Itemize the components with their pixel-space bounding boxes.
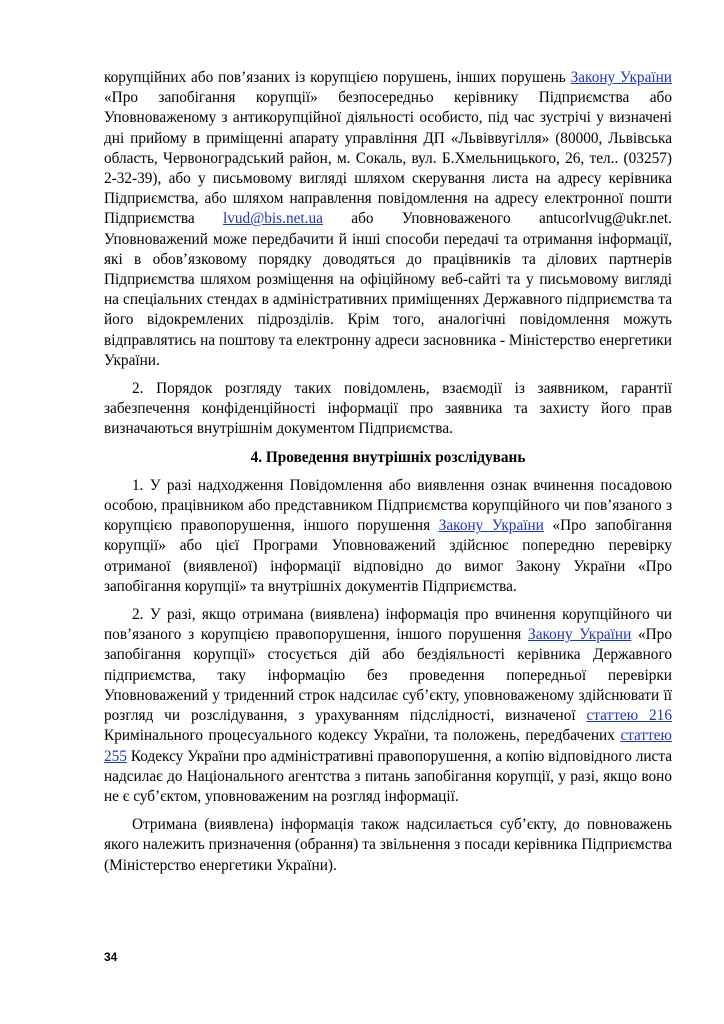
paragraph-4	[104, 605, 672, 807]
law-link[interactable]: Закону України	[528, 626, 632, 644]
article-216-link[interactable]: статтею 216	[586, 707, 672, 725]
paragraph-1-text-c: або Уповноваженого antucorlvug@ukr.net. Уповноважений може передбачити й інші способи передачі та отримання інформації, які в обов’язковому порядку доводяться до працівників та ділових партнерів Підприємства шляхом розміщення на офіційному веб-сайті та у письмовому вигляді на спеціальних стендах в адміністративних приміщеннях Державного підприємства та його відокремлених підрозділів. Крім того, аналогічні повідомлення можуть відправлятись на поштову та електронну адреси засновника - Міністерство енергетики України.	[104, 210, 672, 369]
paragraph-1	[104, 68, 672, 371]
section-heading: 4. Проведення внутрішніх розслідувань	[250, 448, 526, 466]
paragraph-2: 2. Порядок розгляду таких повідомлень, взаємодії із заявником, гарантії забезпечення конфіденційності інформації про заявника та захисту його прав визначаються внутрішнім документом Підприємства.	[104, 380, 672, 438]
paragraph-1-text-b: «Про запобігання корупції» безпосередньо керівнику Підприємства або Уповноваженому з антикорупційної діяльності особисто, під час зустрічі у визначені дні прийому в приміщенні апарату управління ДП «Львіввугілля» (80000, Львівська область, Червоноградський район, м. Сокаль, вул. Б.Хмельницького, 26, тел.. (03257) 2-32-39), або у письмовому вигляді шляхом скерування листа на адресу керівника Підприємства, або шляхом направлення повідомлення на адресу електронної пошти Підприємства	[104, 89, 672, 228]
document-body	[104, 68, 672, 876]
paragraph-5: Отримана (виявлена) інформація також надсилається суб’єкту, до повноважень якого належить призначення (обрання) та звільнення з посади керівника Підприємства (Міністерство енергетики України).	[104, 816, 672, 874]
article-255-link[interactable]: статтею 255	[104, 727, 672, 765]
paragraph-3	[104, 476, 672, 597]
paragraph-4-text-c: Кримінального процесуального кодексу України, та положень, передбачених	[104, 727, 621, 745]
paragraph-4-text-b: «Про запобігання корупції» стосується дій або бездіяльності керівника Державного підприємства, таку інформацію без проведення попередньої перевірки Уповноважений у триденний строк надсилає суб’єкту, уповноваженому здійснювати її розгляд чи розслідування, з урахуванням підслідності, визначеної	[104, 626, 672, 725]
email-link[interactable]: lvud@bis.net.ua	[223, 210, 323, 228]
paragraph-4-text-a: 2. У разі, якщо отримана (виявлена) інформація про вчинення корупційного чи пов’язаного з корупцією правопорушення, іншого порушення	[104, 606, 672, 644]
law-link[interactable]: Закону України	[438, 517, 544, 535]
page-number: 34	[104, 950, 118, 964]
paragraph-4-text-d: Кодексу України про адміністративні правопорушення, а копію відповідного листа надсилає до Національного агентства з питань запобігання корупції, у разі, якщо воно не є суб’єктом, уповноваженим на розгляд інформації.	[104, 747, 672, 805]
paragraph-3-text-b: «Про запобігання корупції» або цієї Програми Уповноважений здійснює попередню перевірку отриманої (виявленої) інформації відповідно до вимог Закону України «Про запобігання корупції» та внутрішніх документів Підприємства.	[104, 517, 672, 595]
paragraph-1-text-a: корупційних або пов’язаних із корупцією порушень, інших порушень	[104, 69, 571, 86]
law-link[interactable]: Закону України	[570, 69, 672, 86]
paragraph-3-text-a: 1. У разі надходження Повідомлення або виявлення ознак вчинення посадовою особою, працівником або представником Підприємства корупційного чи пов’язаного з корупцією правопорушення, іншого порушення	[104, 476, 672, 535]
